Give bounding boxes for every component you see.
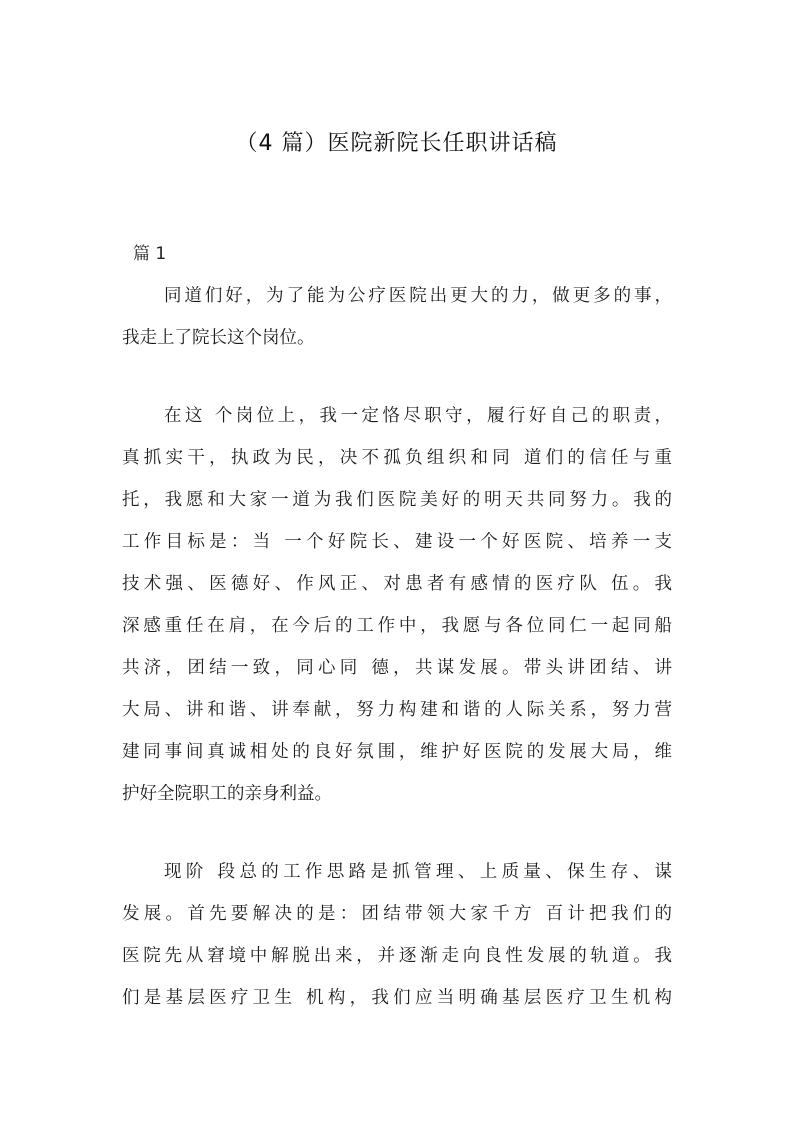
paragraph-line: 护好全院职工的亲身利益。 [122,784,332,804]
paragraph-line: 我走上了院长这个岗位。 [122,328,315,348]
paragraph-line: 共济，团结一致，同心同 德，共谋发展。带头讲团结、讲 [122,658,672,678]
paragraph-line: 大局、讲和谐、讲奉献，努力构建和谐的人际关系，努力营 [122,700,672,720]
paragraph-line: 技术强、医德好、作风正、对患者有感情的医疗队 伍。我 [122,574,672,594]
paragraph-line: 同道们好，为了能为公疗医院出更大的力，做更多的事， [164,286,672,306]
section-label: 篇 1 [133,244,167,264]
paragraph-line: 发展。首先要解决的是：团结带领大家千方 百计把我们的 [122,904,672,924]
paragraph-line: 建同事间真诚相处的良好氛围，维护好医院的发展大局，维 [122,742,672,762]
paragraph-line: 在这 个岗位上，我一定恪尽职守，履行好自己的职责， [164,406,672,426]
paragraph-line: 真抓实干，执政为民，决不孤负组织和同 道们的信任与重 [122,448,672,468]
document-title: （4 篇）医院新院长任职讲话稿 [235,131,558,156]
paragraph-line: 托，我愿和大家一道为我们医院美好的明天共同努力。我的 [122,490,672,510]
paragraph-line: 医院先从窘境中解脱出来，并逐渐走向良性发展的轨道。我 [122,946,672,966]
paragraph-line: 们是基层医疗卫生 机构，我们应当明确基层医疗卫生机构 [122,988,672,1008]
paragraph-line: 工作目标是：当 一个好院长、建设一个好医院、培养一支 [122,532,672,552]
paragraph-line: 现阶 段总的工作思路是抓管理、上质量、保生存、谋 [164,862,672,882]
paragraph-line: 深感重任在肩，在今后的工作中，我愿与各位同仁一起同船 [122,616,672,636]
